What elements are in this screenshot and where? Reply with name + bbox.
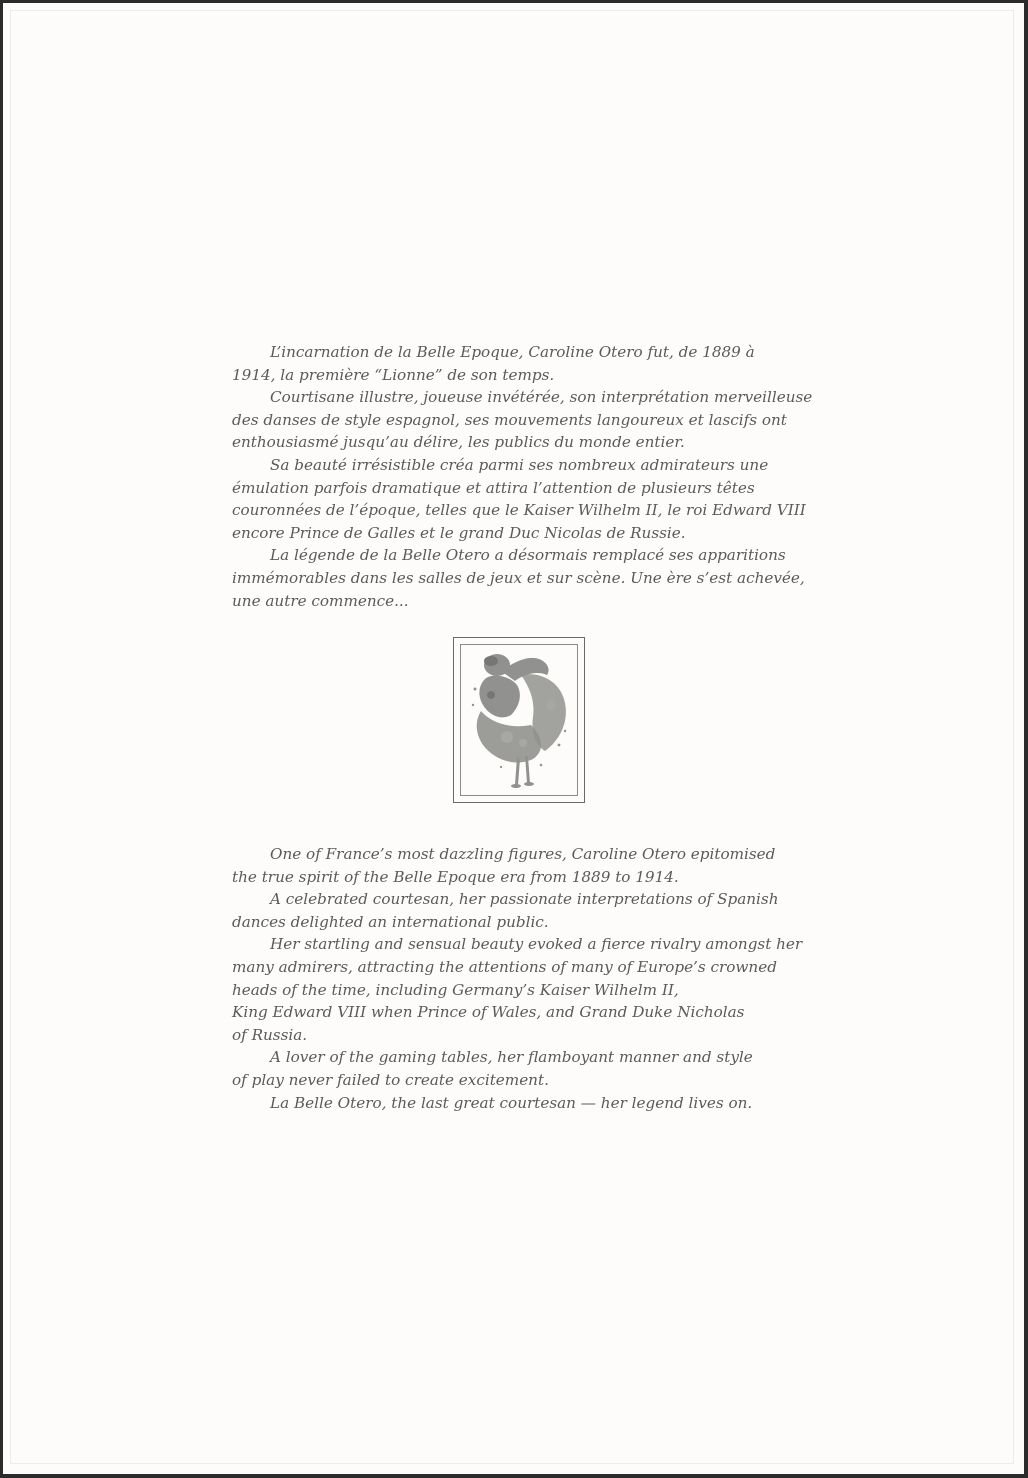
dancer-illustration-frame: [453, 637, 585, 803]
english-paragraph-4-line-1: A lover of the gaming tables, her flamboyant manner and style: [270, 1048, 753, 1067]
french-paragraph-3-line-3: couronnées de l’époque, telles que le Kaiser Wilhelm II, le roi Edward VIII: [232, 501, 806, 520]
english-paragraph-5-line-1: La Belle Otero, the last great courtesan — her legend lives on.: [270, 1093, 753, 1112]
french-paragraph-1-line-1: L’incarnation de la Belle Epoque, Caroline Otero fut, de 1889 à: [270, 343, 755, 361]
english-paragraph-4-line-2: of play never failed to create excitement.: [232, 1070, 549, 1089]
english-paragraph-2-line-2: dances delighted an international public.: [232, 912, 549, 931]
french-paragraph-4-line-3: une autre commence...: [232, 591, 409, 610]
french-paragraph-4-line-1: La légende de la Belle Otero a désormais remplacé ses apparitions: [270, 546, 786, 565]
english-paragraph-3-line-1: Her startling and sensual beauty evoked a fierce rivalry amongst her: [270, 935, 803, 954]
english-paragraph-3-line-4: King Edward VIII when Prince of Wales, and Grand Duke Nicholas: [232, 1003, 745, 1022]
french-paragraph-3-line-1: Sa beauté irrésistible créa parmi ses nombreux admirateurs une: [270, 455, 769, 474]
english-text-block: [232, 843, 816, 1114]
french-paragraph-3-line-2: émulation parfois dramatique et attira l’attention de plusieurs têtes: [232, 478, 755, 497]
french-paragraph-2-line-2: des danses de style espagnol, ses mouvements langoureux et lascifs ont: [232, 410, 787, 429]
french-text-block: [232, 341, 816, 612]
english-paragraph-2-line-1: A celebrated courtesan, her passionate interpretations of Spanish: [270, 890, 779, 909]
french-paragraph-1-line-2: 1914, la première “Lionne” de son temps.: [232, 365, 555, 384]
english-paragraph-3-line-5: of Russia.: [232, 1025, 308, 1044]
english-paragraph-1-line-1: One of France’s most dazzling figures, Caroline Otero epitomised: [270, 845, 776, 863]
french-paragraph-3-line-4: encore Prince de Galles et le grand Duc Nicolas de Russie.: [232, 523, 686, 542]
english-paragraph-1-line-2: the true spirit of the Belle Epoque era from 1889 to 1914.: [232, 867, 679, 886]
english-paragraph-3-line-2: many admirers, attracting the attentions of many of Europe’s crowned: [232, 957, 777, 976]
english-paragraph-3-line-3: heads of the time, including Germany’s Kaiser Wilhelm II,: [232, 980, 679, 999]
french-paragraph-2-line-3: enthousiasmé jusqu’au délire, les publics du monde entier.: [232, 433, 685, 452]
french-paragraph-2-line-1: Courtisane illustre, joueuse invétérée, son interprétation merveilleuse: [270, 388, 813, 407]
french-paragraph-4-line-2: immémorables dans les salles de jeux et sur scène. Une ère s’est achevée,: [232, 568, 805, 587]
dancer-illustration-icon: [461, 645, 578, 796]
dancer-illustration: [460, 644, 578, 796]
